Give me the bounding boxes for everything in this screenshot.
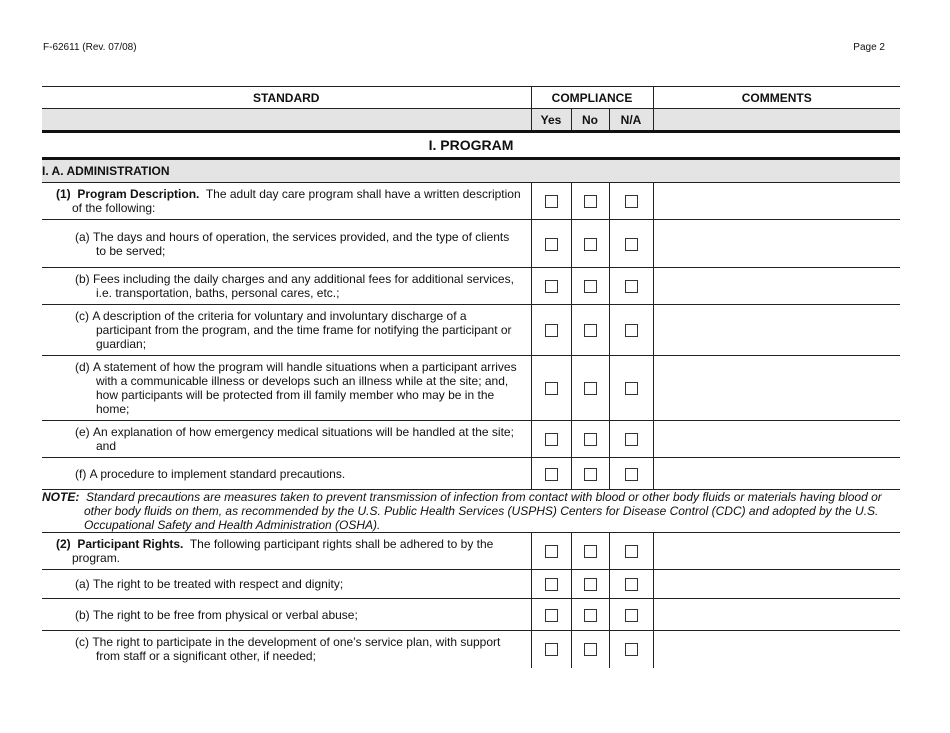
comments-field[interactable] xyxy=(653,305,900,356)
na-cell xyxy=(609,220,653,268)
no-checkbox[interactable] xyxy=(584,433,597,446)
standard-cell xyxy=(42,533,531,570)
na-cell xyxy=(609,305,653,356)
table-row xyxy=(42,183,900,220)
item-number: (1) xyxy=(56,187,71,201)
note-cell xyxy=(42,490,900,533)
yes-cell xyxy=(531,421,571,458)
no-checkbox[interactable] xyxy=(584,382,597,395)
note-label: NOTE: xyxy=(42,490,80,504)
yes-checkbox[interactable] xyxy=(545,324,558,337)
na-cell xyxy=(609,631,653,668)
item-text: A procedure to implement standard precautions. xyxy=(89,466,346,481)
no-cell xyxy=(571,183,609,220)
note-text: Standard precautions are measures taken to prevent transmission of infection from contact with blood or other body fluids or materials having blood or other body fluids on them, as recommended by the U.S. Public Health Services (USPHS) Centers for Disease Control (CDC) and adopted by the U.S. Occupational Safety and Health Administration (OSHA). xyxy=(84,490,882,532)
item-text: The right to be treated with respect and dignity; xyxy=(93,577,344,591)
yes-cell xyxy=(531,599,571,631)
item-letter: (f) xyxy=(75,466,87,481)
item-text: Fees including the daily charges and any additional fees for additional services, i.e. transportation, baths, personal cares, etc.; xyxy=(93,272,514,300)
standard-cell xyxy=(42,421,531,458)
item-letter: (a) xyxy=(75,577,90,591)
item-text: An explanation of how emergency medical situations will be handled at the site; and xyxy=(93,425,514,453)
na-cell xyxy=(609,356,653,421)
compliance-checklist-table xyxy=(42,86,900,668)
yes-checkbox[interactable] xyxy=(545,609,558,622)
yes-checkbox[interactable] xyxy=(545,545,558,558)
no-checkbox[interactable] xyxy=(584,578,597,591)
na-checkbox[interactable] xyxy=(625,195,638,208)
no-checkbox[interactable] xyxy=(584,324,597,337)
yes-checkbox[interactable] xyxy=(545,578,558,591)
yes-cell xyxy=(531,458,571,490)
table-row xyxy=(42,356,900,421)
comments-field[interactable] xyxy=(653,458,900,490)
page-number: Page 2 xyxy=(853,42,885,53)
na-cell xyxy=(609,458,653,490)
standard-cell xyxy=(42,458,531,490)
na-cell xyxy=(609,183,653,220)
na-checkbox[interactable] xyxy=(625,545,638,558)
yes-cell xyxy=(531,183,571,220)
subheader-row xyxy=(42,109,900,132)
item-text: The right to be free from physical or verbal abuse; xyxy=(93,607,358,622)
item-letter: (c) xyxy=(75,309,89,323)
no-cell xyxy=(571,305,609,356)
comments-field[interactable] xyxy=(653,421,900,458)
no-checkbox[interactable] xyxy=(584,195,597,208)
standard-cell xyxy=(42,356,531,421)
standard-cell xyxy=(42,631,531,668)
no-checkbox[interactable] xyxy=(584,280,597,293)
na-checkbox[interactable] xyxy=(625,382,638,395)
section-title: I. PROGRAM xyxy=(42,132,900,159)
yes-checkbox[interactable] xyxy=(545,382,558,395)
na-checkbox[interactable] xyxy=(625,609,638,622)
item-letter: (e) xyxy=(75,425,90,439)
yes-cell xyxy=(531,305,571,356)
comments-field[interactable] xyxy=(653,631,900,668)
comments-field[interactable] xyxy=(653,183,900,220)
table-row xyxy=(42,631,900,668)
na-header: N/A xyxy=(609,109,653,132)
na-checkbox[interactable] xyxy=(625,643,638,656)
no-checkbox[interactable] xyxy=(584,609,597,622)
na-checkbox[interactable] xyxy=(625,238,638,251)
item-title: Program Description. xyxy=(77,187,200,201)
yes-checkbox[interactable] xyxy=(545,195,558,208)
no-cell xyxy=(571,533,609,570)
standard-cell xyxy=(42,268,531,305)
na-cell xyxy=(609,421,653,458)
item-text: A description of the criteria for voluntary and involuntary discharge of a participant from the program, and the time frame for notifying the participant or guardian; xyxy=(92,309,512,351)
standard-cell xyxy=(42,599,531,631)
standard-cell xyxy=(42,183,531,220)
comments-field[interactable] xyxy=(653,268,900,305)
no-cell xyxy=(571,570,609,599)
comments-subheader xyxy=(653,109,900,132)
yes-checkbox[interactable] xyxy=(545,280,558,293)
item-text: The right to participate in the development of one’s service plan, with support from staff or a significant other, if needed; xyxy=(92,635,501,664)
standard-header: STANDARD xyxy=(42,87,531,109)
no-cell xyxy=(571,631,609,668)
header-row xyxy=(42,87,900,109)
comments-field[interactable] xyxy=(653,356,900,421)
yes-checkbox[interactable] xyxy=(545,468,558,481)
na-checkbox[interactable] xyxy=(625,468,638,481)
na-cell xyxy=(609,570,653,599)
note-row xyxy=(42,490,900,533)
table-row xyxy=(42,533,900,570)
yes-cell xyxy=(531,356,571,421)
standard-cell xyxy=(42,305,531,356)
na-cell xyxy=(609,533,653,570)
table-row xyxy=(42,305,900,356)
item-letter: (b) xyxy=(75,607,90,622)
no-cell xyxy=(571,268,609,305)
table-row xyxy=(42,421,900,458)
table-row xyxy=(42,599,900,631)
table-row xyxy=(42,458,900,490)
item-text: The days and hours of operation, the services provided, and the type of clients to be served; xyxy=(93,229,510,258)
no-cell xyxy=(571,356,609,421)
compliance-header: COMPLIANCE xyxy=(531,87,653,109)
no-checkbox[interactable] xyxy=(584,643,597,656)
item-letter: (c) xyxy=(75,635,89,650)
yes-cell xyxy=(531,268,571,305)
item-text: The following participant rights shall be adhered to by the program. xyxy=(72,537,494,565)
item-text: A statement of how the program will handle situations when a participant arrives with a communicable illness or develops such an illness while at the site; and, how participants will be protected from ill family member who may be in the home; xyxy=(93,360,517,416)
yes-checkbox[interactable] xyxy=(545,238,558,251)
table-row xyxy=(42,220,900,268)
item-text: The adult day care program shall have a written description of the following: xyxy=(72,187,521,215)
comments-field[interactable] xyxy=(653,533,900,570)
na-checkbox[interactable] xyxy=(625,324,638,337)
no-cell xyxy=(571,458,609,490)
comments-header: COMMENTS xyxy=(653,87,900,109)
item-letter: (a) xyxy=(75,229,90,244)
no-checkbox[interactable] xyxy=(584,545,597,558)
yes-checkbox[interactable] xyxy=(545,433,558,446)
table-row xyxy=(42,570,900,599)
item-title: Participant Rights. xyxy=(77,537,184,551)
comments-field[interactable] xyxy=(653,570,900,599)
yes-cell xyxy=(531,570,571,599)
yes-cell xyxy=(531,220,571,268)
na-checkbox[interactable] xyxy=(625,280,638,293)
standard-cell xyxy=(42,570,531,599)
no-header: No xyxy=(571,109,609,132)
subsection-title: I. A. ADMINISTRATION xyxy=(42,159,900,183)
standard-cell xyxy=(42,220,531,268)
table-row xyxy=(42,268,900,305)
yes-cell xyxy=(531,533,571,570)
yes-header: Yes xyxy=(531,109,571,132)
comments-field[interactable] xyxy=(653,220,900,268)
no-cell xyxy=(571,220,609,268)
item-number: (2) xyxy=(56,537,71,551)
na-checkbox[interactable] xyxy=(625,433,638,446)
item-letter: (b) xyxy=(75,272,90,286)
na-cell xyxy=(609,599,653,631)
comments-field[interactable] xyxy=(653,599,900,631)
item-letter: (d) xyxy=(75,360,90,374)
form-id: F-62611 (Rev. 07/08) xyxy=(43,42,137,53)
no-checkbox[interactable] xyxy=(584,468,597,481)
no-checkbox[interactable] xyxy=(584,238,597,251)
yes-cell xyxy=(531,631,571,668)
no-cell xyxy=(571,421,609,458)
na-checkbox[interactable] xyxy=(625,578,638,591)
subsection-row xyxy=(42,159,900,183)
section-row xyxy=(42,132,900,159)
no-cell xyxy=(571,599,609,631)
standard-subheader xyxy=(42,109,531,132)
na-cell xyxy=(609,268,653,305)
yes-checkbox[interactable] xyxy=(545,643,558,656)
